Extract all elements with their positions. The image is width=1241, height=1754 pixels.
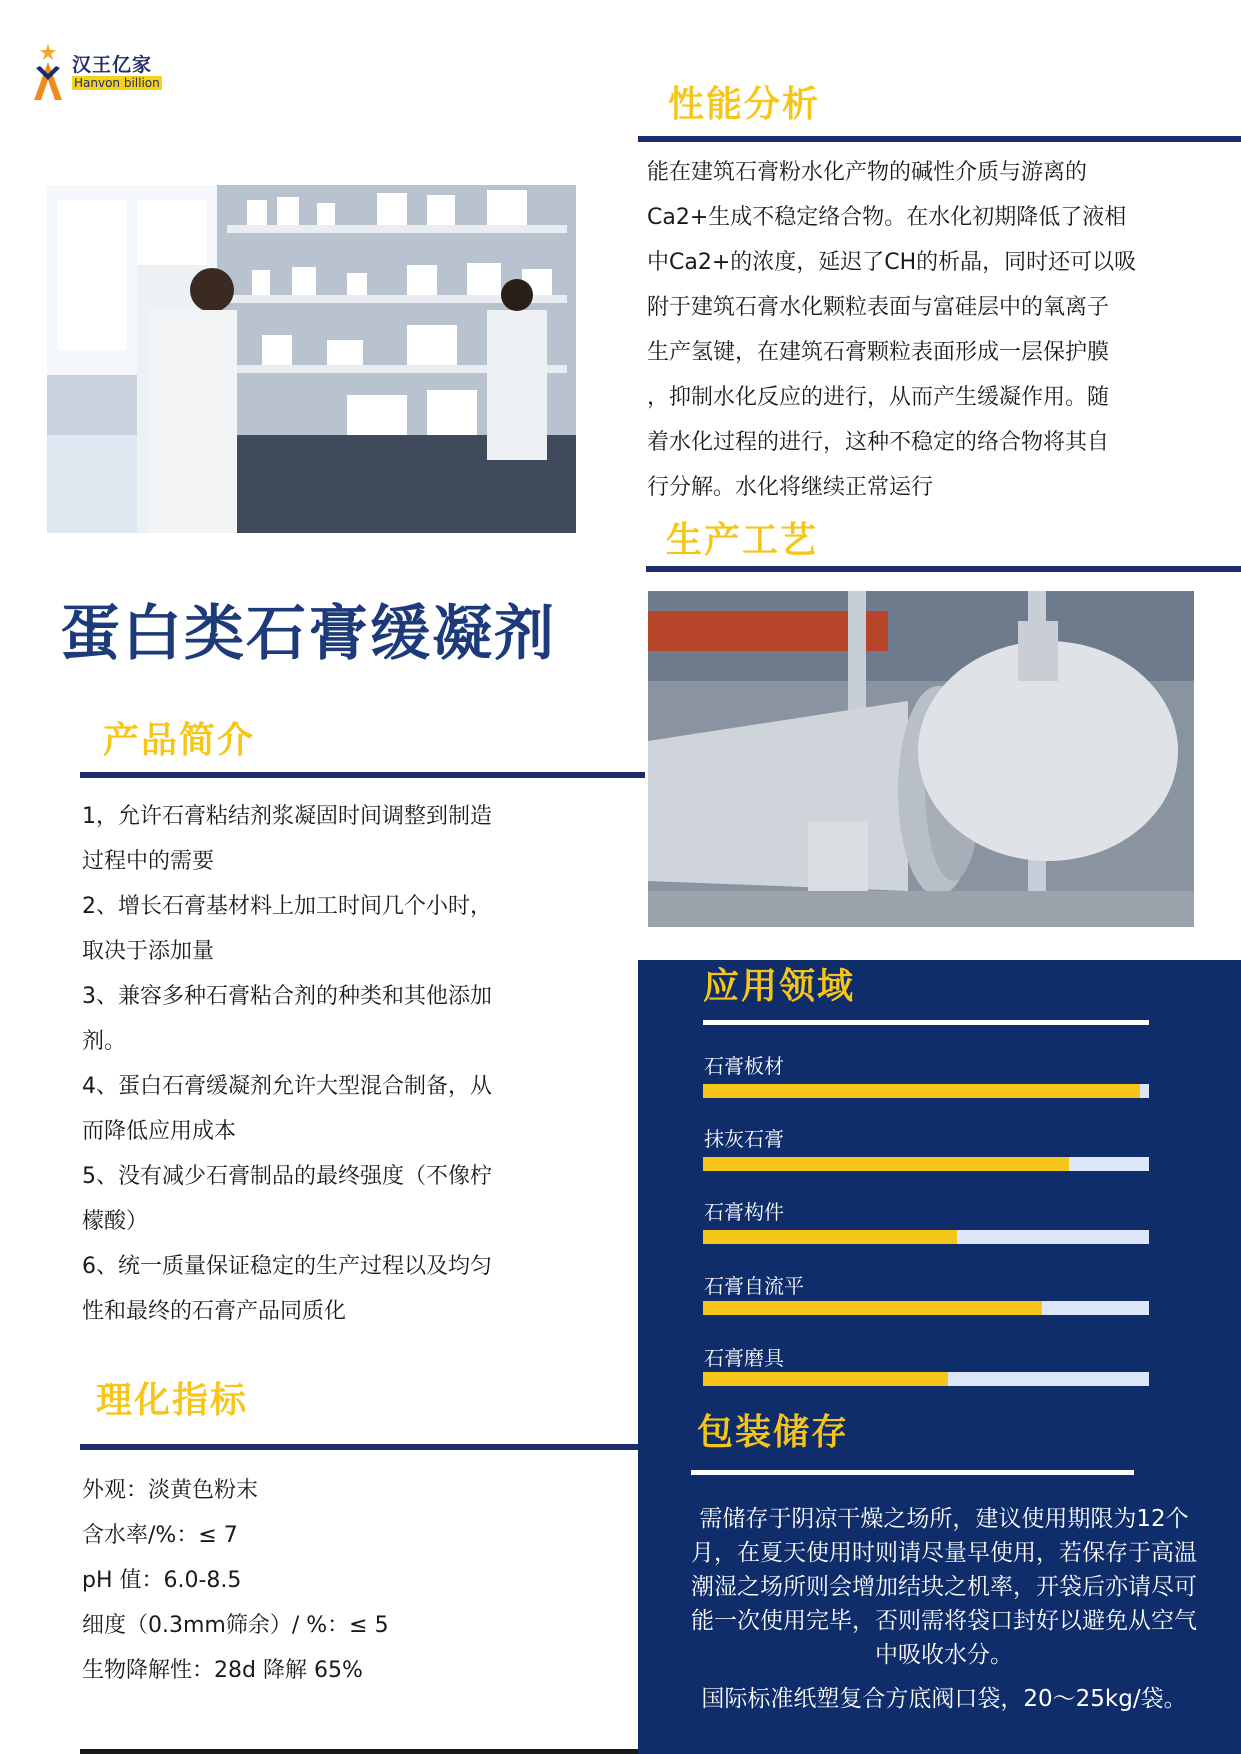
intro-line: 性和最终的石膏产品同质化 [82, 1299, 347, 1324]
application-bar-fill [703, 1301, 1042, 1315]
specs-rule [80, 1444, 645, 1450]
intro-line: 1，允许石膏粘结剂浆凝固时间调整到制造 [82, 804, 492, 829]
performance-text [647, 150, 1207, 510]
storage-title: 包装储存 [697, 1412, 850, 1453]
performance-line: 生产氢键，在建筑石膏颗粒表面形成一层保护膜 [647, 340, 1110, 365]
footer-rule [80, 1749, 638, 1754]
tank-photo [648, 591, 1194, 927]
performance-title: 性能分析 [668, 84, 821, 125]
process-rule [646, 566, 1241, 572]
storage-rule [691, 1470, 1134, 1475]
application-bar-fill [703, 1157, 1069, 1171]
performance-line: ，抑制水化反应的进行，从而产生缓凝作用。随 [647, 385, 1110, 410]
storage-text: 需储存于阴凉干燥之场所，建议使用期限为12个月，在夏天使用时则请尽量早使用，若保存于高温潮湿之场所则会增加结块之机率，开袋后亦请尽可能一次使用完毕，否则需将袋口封好以避免从空气中吸收水分。 [691, 1506, 1197, 1668]
performance-line: Ca2+生成不稳定络合物。在水化初期降低了液相 [647, 205, 1127, 230]
application-bar-fill [703, 1372, 948, 1386]
intro-line: 3、兼容多种石膏粘合剂的种类和其他添加 [82, 984, 492, 1009]
intro-line: 4、蛋白石膏缓凝剂允许大型混合制备，从 [82, 1074, 492, 1099]
spec-line: pH 值：6.0-8.5 [82, 1568, 242, 1593]
application-bar [703, 1301, 1149, 1315]
spec-line: 含水率/%：≤ 7 [82, 1523, 238, 1548]
brand-name-cn: 汉王亿家 [72, 54, 153, 76]
intro-line: 檬酸） [82, 1209, 149, 1234]
product-name: 蛋白类石膏缓凝剂 [60, 599, 556, 669]
performance-line: 着水化过程的进行，这种不稳定的络合物将其自 [647, 430, 1110, 455]
application-bar [703, 1230, 1149, 1244]
application-label: 石膏自流平 [704, 1274, 804, 1298]
spec-line: 外观：淡黄色粉末 [82, 1478, 259, 1503]
intro-line: 6、统一质量保证稳定的生产过程以及均匀 [82, 1254, 492, 1279]
application-bar-fill [703, 1230, 957, 1244]
application-bar-fill [703, 1084, 1140, 1098]
application-title: 应用领域 [703, 966, 856, 1007]
packaging-text: 国际标准纸塑复合方底阀口袋，20～25kg/袋。 [701, 1686, 1187, 1712]
performance-line: 中Ca2+的浓度，延迟了CH的析晶，同时还可以吸 [647, 250, 1137, 275]
performance-rule [638, 136, 1241, 142]
lab-photo [47, 185, 576, 533]
brand-name-en: Hanvon billion [74, 76, 160, 90]
intro-line: 2、增长石膏基材料上加工时间几个小时， [82, 894, 492, 919]
intro-line: 5、没有减少石膏制品的最终强度（不像柠 [82, 1164, 492, 1189]
performance-line: 能在建筑石膏粉水化产物的碱性介质与游离的 [647, 160, 1088, 185]
application-rule [703, 1020, 1149, 1025]
application-bar [703, 1084, 1149, 1098]
application-label: 石膏磨具 [704, 1346, 784, 1370]
application-bar [703, 1157, 1149, 1171]
application-label: 抹灰石膏 [704, 1127, 784, 1151]
intro-rule [80, 772, 645, 778]
intro-title: 产品简介 [103, 720, 256, 761]
performance-line: 附于建筑石膏水化颗粒表面与富硅层中的氧离子 [647, 295, 1110, 320]
application-bar [703, 1372, 1149, 1386]
intro-line: 过程中的需要 [82, 849, 215, 874]
intro-line: 剂。 [82, 1029, 127, 1054]
specs-title: 理化指标 [96, 1380, 249, 1421]
performance-line: 行分解。水化将继续正常运行 [647, 475, 934, 500]
specs-list [82, 1468, 622, 1693]
process-title: 生产工艺 [666, 520, 819, 561]
intro-line: 取决于添加量 [82, 939, 215, 964]
application-label: 石膏构件 [704, 1200, 784, 1224]
intro-line: 而降低应用成本 [82, 1119, 237, 1144]
application-label: 石膏板材 [704, 1054, 784, 1078]
intro-list [82, 794, 642, 1334]
spec-line: 生物降解性：28d 降解 65% [82, 1658, 363, 1683]
spec-line: 细度（0.3mm筛余）/ %：≤ 5 [82, 1613, 389, 1638]
